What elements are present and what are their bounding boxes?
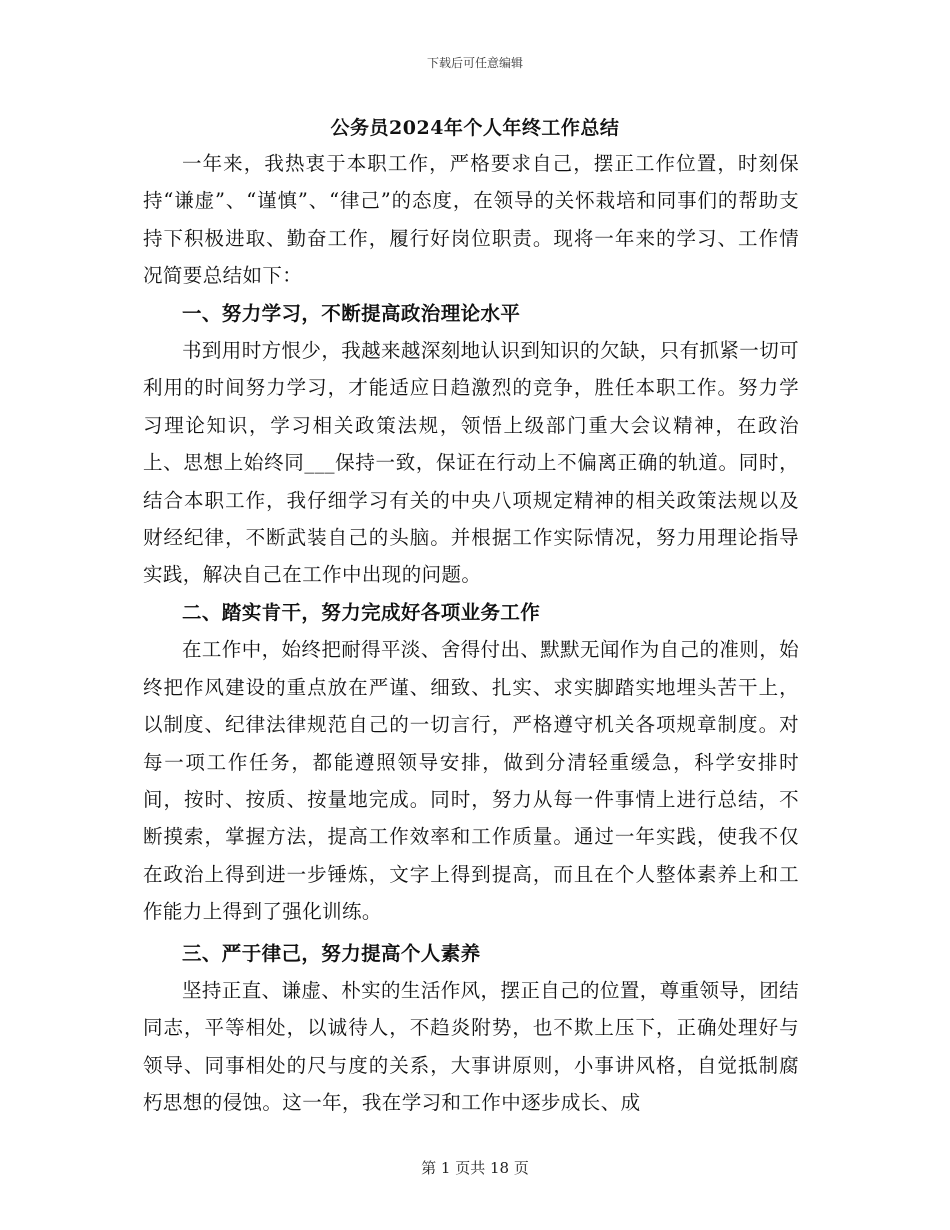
section-2-paragraph: 在工作中，始终把耐得平淡、舍得付出、默默无闻作为自己的准则，始终把作风建设的重点放在严谨、细致、扎实、求实脚踏实地埋头苦干上，以制度、纪律法律规范自己的一切言行，严格遵守机关各项规章制度。对每一项工作任务，都能遵照领导安排，做到分清轻重缓急，科学安排时间，按时、按质、按量地完成。同时，努力从每一件事情上进行总结，不断摸索，掌握方法，提高工作效率和工作质量。通过一年实践，使我不仅在政治上得到进一步锤炼，文字上得到提高，而且在个人整体素养上和工作能力上得到了强化训练。 <box>143 638 799 924</box>
page-header-note: 下载后可任意编辑 <box>426 56 523 70</box>
intro-paragraph: 一年来，我热衷于本职工作，严格要求自己，摆正工作位置，时刻保持“谦虚”、“谨慎”、“律己”的态度，在领导的关怀栽培和同事们的帮助支持下积极进取、勤奋工作，履行好岗位职责。现将一年来的学习、工作情况简要总结如下： <box>143 152 799 288</box>
section-1-heading: 一、努力学习，不断提高政治理论水平 <box>182 301 521 325</box>
section-3-heading: 三、严于律己，努力提高个人素养 <box>182 941 481 965</box>
section-1-paragraph: 书到用时方恨少，我越来越深刻地认识到知识的欠缺，只有抓紧一切可利用的时间努力学习，才能适应日趋激烈的竞争，胜任本职工作。努力学习理论知识，学习相关政策法规，领悟上级部门重大会议精神，在政治上、思想上始终同___保持一致，保证在行动上不偏离正确的轨道。同时，结合本职工作，我仔细学习有关的中央八项规定精神的相关政策法规以及财经纪律，不断武装自己的头脑。并根据工作实际情况，努力用理论指导实践，解决自己在工作中出现的问题。 <box>143 339 799 587</box>
page-number: 第 1 页共 18 页 <box>421 1159 529 1177</box>
section-3-paragraph: 坚持正直、谦虚、朴实的生活作风，摆正自己的位置，尊重领导，团结同志，平等相处，以诚待人，不趋炎附势，也不欺上压下，正确处理好与领导、同事相处的尺与度的关系，大事讲原则，小事讲风格，自觉抵制腐朽思想的侵蚀。这一年，我在学习和工作中逐步成长、成 <box>143 978 799 1115</box>
section-2-heading: 二、踏实肯干，努力完成好各项业务工作 <box>182 600 541 624</box>
document-body <box>143 145 799 1122</box>
document-title: 公务员2024年个人年终工作总结 <box>330 117 620 139</box>
